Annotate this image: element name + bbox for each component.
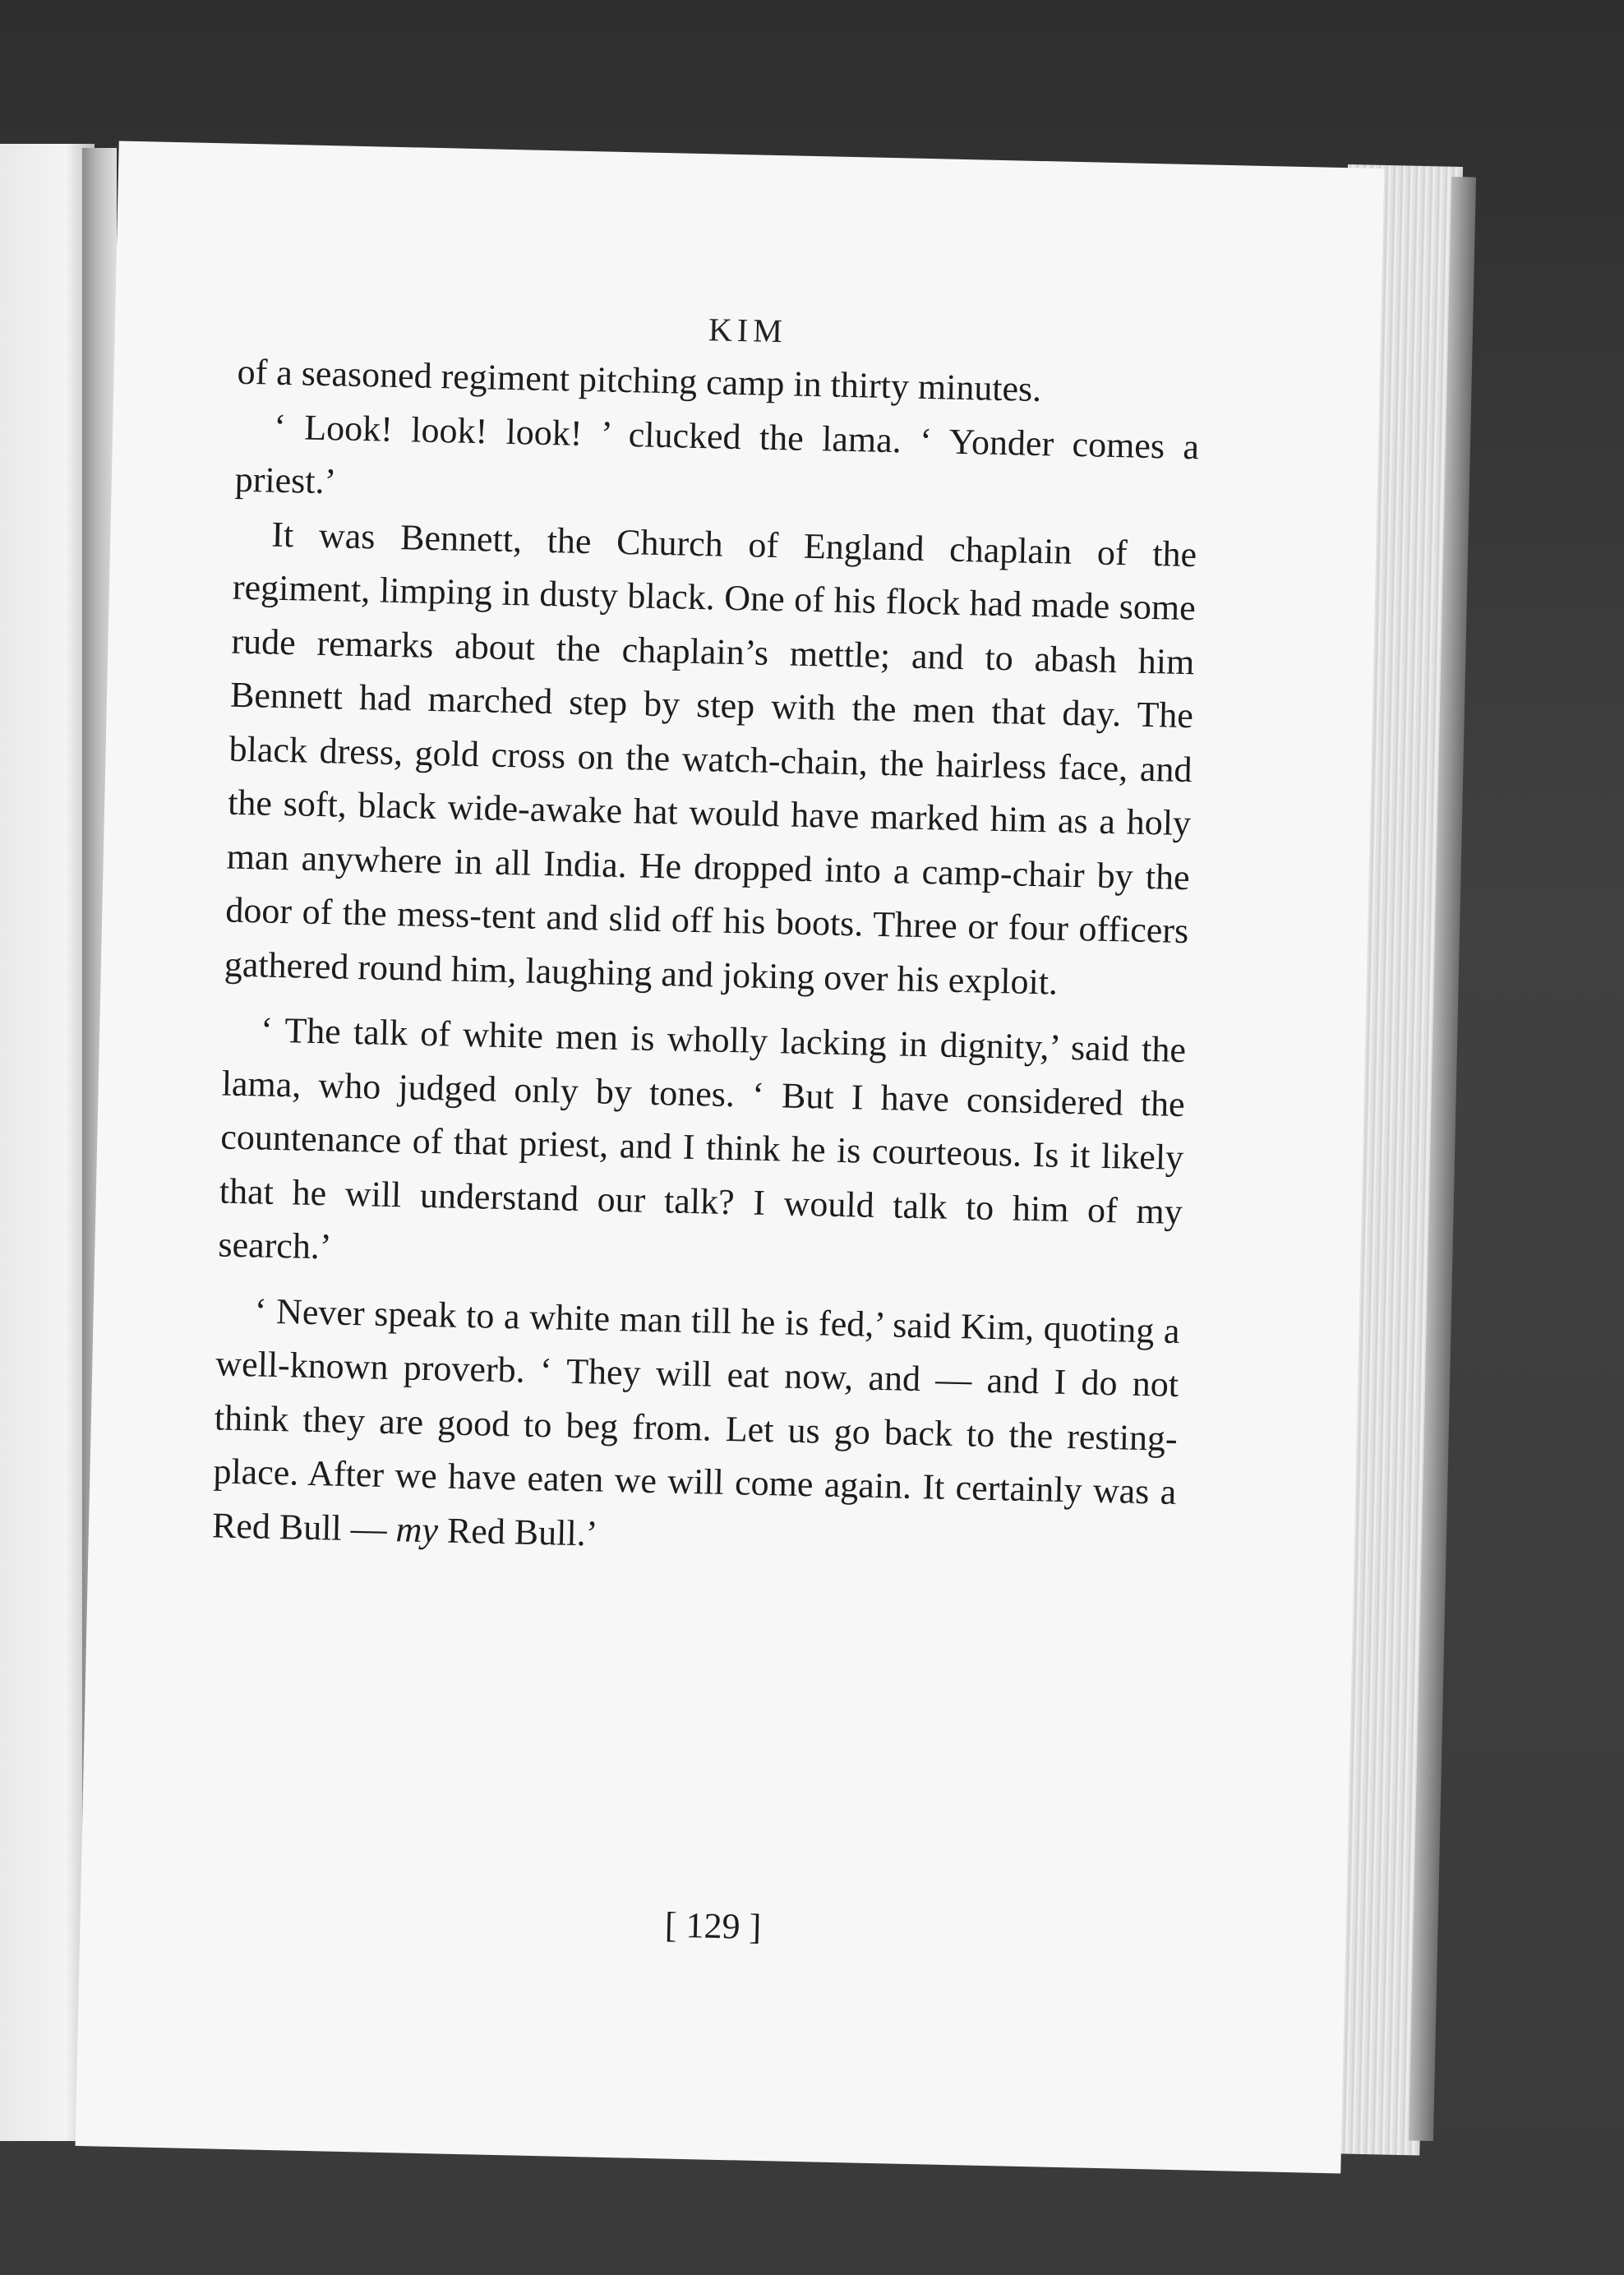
page-number: [ 129 ] (664, 1904, 762, 1948)
book-page (76, 141, 1385, 2173)
facing-page-edge (0, 144, 95, 2141)
emphasis-text: my (395, 1508, 439, 1550)
paragraph-text: Red Bull.’ (437, 1509, 598, 1554)
paragraph: ‘ The talk of white men is wholly lacking in dignity,’ said the lama, who judged only by tones. ‘ But I have considered the countenance of that priest, and I think he is courteous. Is it likely that he will understand our talk? I would talk to him of my search.’ (218, 1009, 1187, 1267)
paragraph (211, 1283, 1180, 1573)
paragraph: It was Bennett, the Church of England chaplain of the regiment, limping in dusty black. One of his flock had made some rude remarks about the chaplain’s mettle; and to abash him Bennett had marched step by step with the men that day. The black dress, gold cross on the watch-chain, the hairless face, and the soft, black wide-awake hat would have marked him as a holy man anywhere in all India. He dropped into a camp-chair by the door of the mess-tent and slid off his boots. Three or four officers gathered round him, laughing and joking over his exploit. (224, 514, 1197, 1003)
paragraph-text: ‘ Never speak to a white man till he is fed,’ said Kim, quoting a well-known proverb. ‘ They will eat now, and — and I do not think they are good to beg from. Let us go back to the resting-place. After we have eaten we will come again. It certainly was a Red Bull — (211, 1290, 1181, 1549)
paragraph: of a seasoned regiment pitching camp in thirty minutes. (237, 351, 1042, 410)
paragraph: ‘ Look! look! look! ’ clucked the lama. ‘ Yonder comes a priest.’ (234, 406, 1200, 502)
running-head: KIM (708, 311, 788, 350)
body-text (211, 345, 1201, 1573)
